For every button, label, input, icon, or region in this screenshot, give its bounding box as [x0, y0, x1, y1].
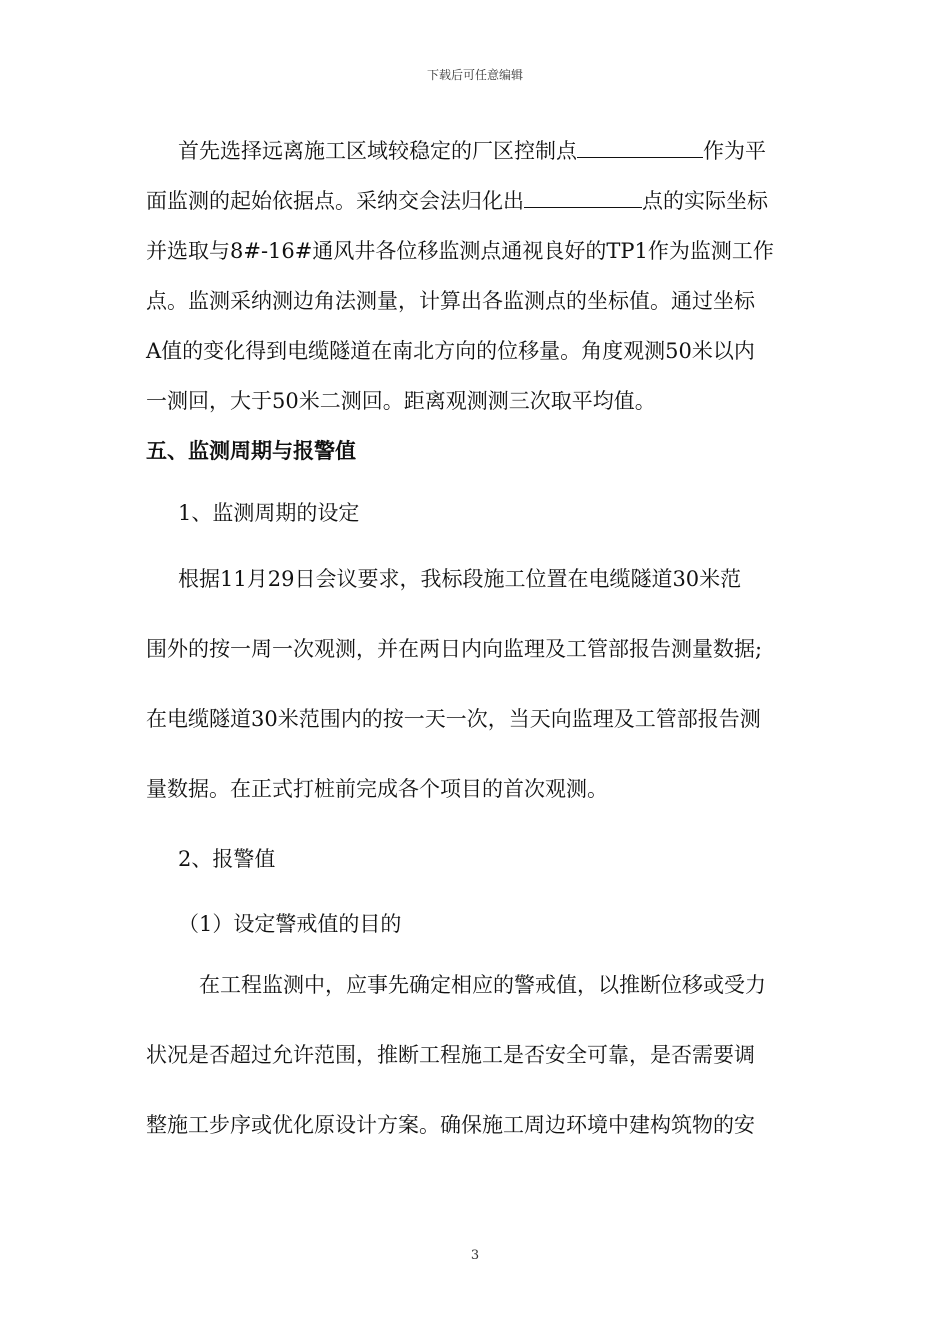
paragraph1-line2-text-b: 点的实际坐标 — [642, 189, 768, 213]
paragraph1-line1 — [178, 137, 766, 165]
page-number: 3 — [470, 1248, 480, 1263]
paragraph1-line5: A值的变化得到电缆隧道在南北方向的位移量。角度观测50米以内 — [146, 339, 755, 363]
paragraph2-line1: 根据11月29日会议要求，我标段施工位置在电缆隧道30米范 — [178, 567, 742, 591]
section5-title: 五、监测周期与报警值 — [146, 438, 356, 463]
paragraph1-line1-text-b: 作为平 — [703, 139, 766, 163]
paragraph3-line1: 在工程监测中，应事先确定相应的警戒值，以推断位移或受力 — [199, 973, 766, 997]
subsection1-title: 1、监测周期的设定 — [178, 501, 360, 525]
paragraph1-line2-text-a: 面监测的起始依据点。采纳交会法归化出 — [146, 189, 524, 213]
subsection2-1-title: （1）设定警戒值的目的 — [178, 912, 402, 936]
paragraph1-line3: 并选取与8#-16#通风井各位移监测点通视良好的TP1作为监测工作 — [146, 239, 774, 263]
paragraph2-line4: 量数据。在正式打桩前完成各个项目的首次观测。 — [146, 777, 608, 801]
paragraph1-line2 — [146, 187, 768, 215]
paragraph2-line2: 围外的按一周一次观测，并在两日内向监理及工管部报告测量数据; — [146, 637, 763, 661]
fill-blank-2 — [524, 187, 642, 208]
paragraph3-line2: 状况是否超过允许范围，推断工程施工是否安全可靠，是否需要调 — [146, 1043, 755, 1067]
paragraph2-line3: 在电缆隧道30米范围内的按一天一次，当天向监理及工管部报告测 — [146, 707, 761, 731]
paragraph1-line1-text-a: 首先选择远离施工区域较稳定的厂区控制点 — [178, 139, 577, 163]
header-note: 下载后可任意编辑 — [426, 68, 523, 82]
paragraph3-line3: 整施工步序或优化原设计方案。确保施工周边环境中建构筑物的安 — [146, 1113, 755, 1137]
paragraph1-line6: 一测回，大于50米二测回。距离观测测三次取平均值。 — [146, 389, 656, 413]
paragraph1-line4: 点。监测采纳测边角法测量，计算出各监测点的坐标值。通过坐标 — [146, 289, 755, 313]
fill-blank-1 — [577, 137, 703, 158]
subsection2-title: 2、报警值 — [178, 847, 276, 871]
